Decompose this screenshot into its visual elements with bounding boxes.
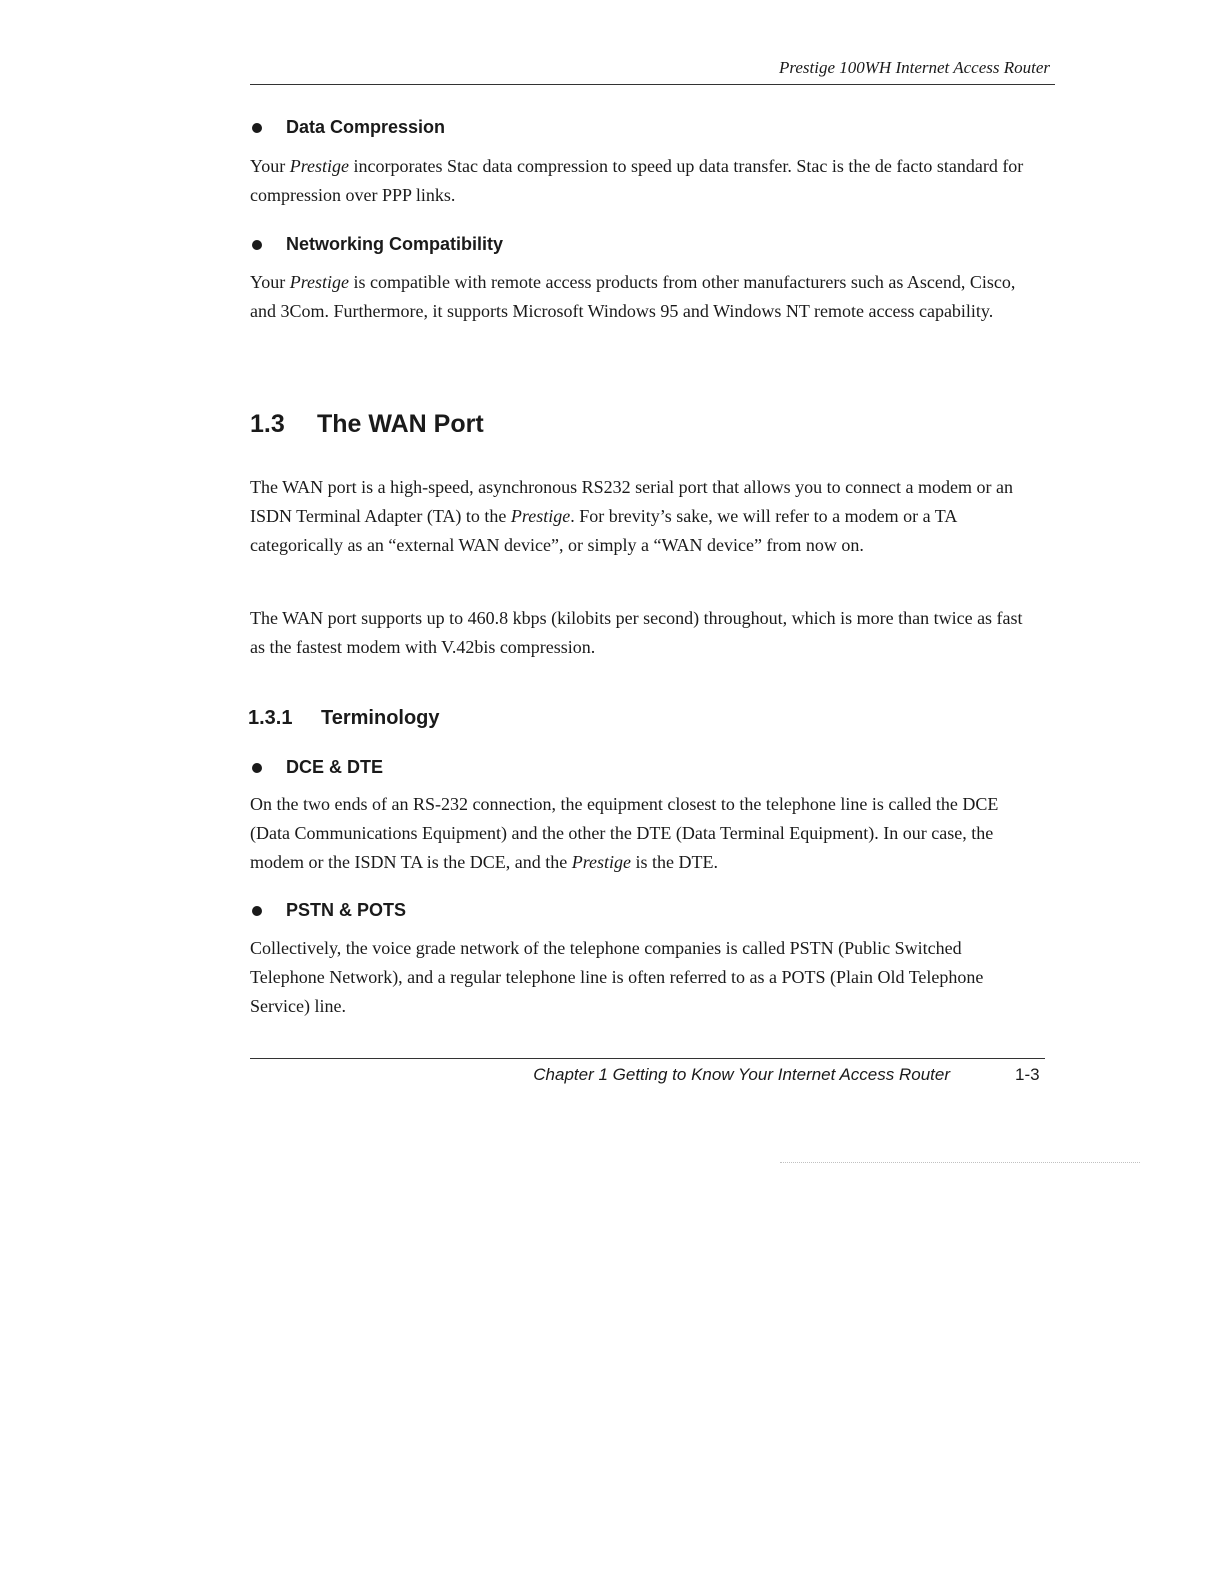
heading-text: DCE & DTE — [286, 757, 384, 777]
paragraph-networking-compatibility: Your Prestige is compatible with remote access products from other manufacturers such as Ascend, Cisco, and 3Com. Furthermore, it supports Microsoft Windows 95 and Windows NT remote access capability. — [250, 272, 1016, 321]
paragraph-dce-dte: On the two ends of an RS-232 connection, the equipment closest to the telephone line is called the DCE (Data Communications Equipment) and the other the DTE (Data Terminal Equipment). In our case, the modem or the ISDN TA is the DCE, and the Prestige is the DTE. — [250, 794, 999, 872]
paragraph-wan-port-1: The WAN port is a high-speed, asynchronous RS232 serial port that allows you to connect a modem or an ISDN Terminal Adapter (TA) to the Prestige. For brevity’s sake, we will refer to a modem or a TA categorically as an “external WAN device”, or simply a “WAN device” from now on. — [250, 477, 1014, 555]
bullet-heading-dce-dte — [252, 757, 383, 778]
footer-rule — [250, 1058, 1045, 1059]
heading-text: PSTN & POTS — [286, 900, 407, 920]
heading-text: Networking Compatibility — [286, 234, 504, 254]
paragraph-data-compression: Your Prestige incorporates Stac data compression to speed up data transfer. Stac is the de facto standard for compression over PPP links. — [250, 156, 1024, 205]
subsection-heading-terminology — [248, 707, 440, 730]
bullet-icon — [252, 763, 262, 773]
bullet-icon — [252, 123, 262, 133]
subsection-title: Terminology — [321, 707, 440, 729]
running-header: Prestige 100WH Internet Access Router — [779, 58, 1050, 77]
bullet-heading-networking-compatibility — [252, 234, 503, 255]
bullet-icon — [252, 240, 262, 250]
section-heading-wan-port — [250, 410, 484, 439]
footer-chapter-title: Chapter 1 Getting to Know Your Internet Access Router — [533, 1065, 950, 1084]
heading-text: Data Compression — [286, 117, 446, 137]
section-number: 1.3 — [250, 410, 285, 438]
subsection-number: 1.3.1 — [248, 707, 293, 729]
scan-artifact — [780, 1162, 1140, 1163]
paragraph-pstn-pots: Collectively, the voice grade network of the telephone companies is called PSTN (Public Switched Telephone Network), and a regular telephone line is often referred to as a POTS (Plain Old Telephone Service) line. — [250, 938, 984, 1016]
bullet-heading-data-compression — [252, 117, 445, 138]
bullet-heading-pstn-pots — [252, 900, 406, 921]
bullet-icon — [252, 906, 262, 916]
header-rule — [250, 84, 1055, 85]
section-title: The WAN Port — [317, 410, 484, 438]
paragraph-wan-port-2: The WAN port supports up to 460.8 kbps (kilobits per second) throughout, which is more than twice as fast as the fastest modem with V.42bis compression. — [250, 608, 1023, 657]
page-number: 1-3 — [1015, 1065, 1040, 1084]
